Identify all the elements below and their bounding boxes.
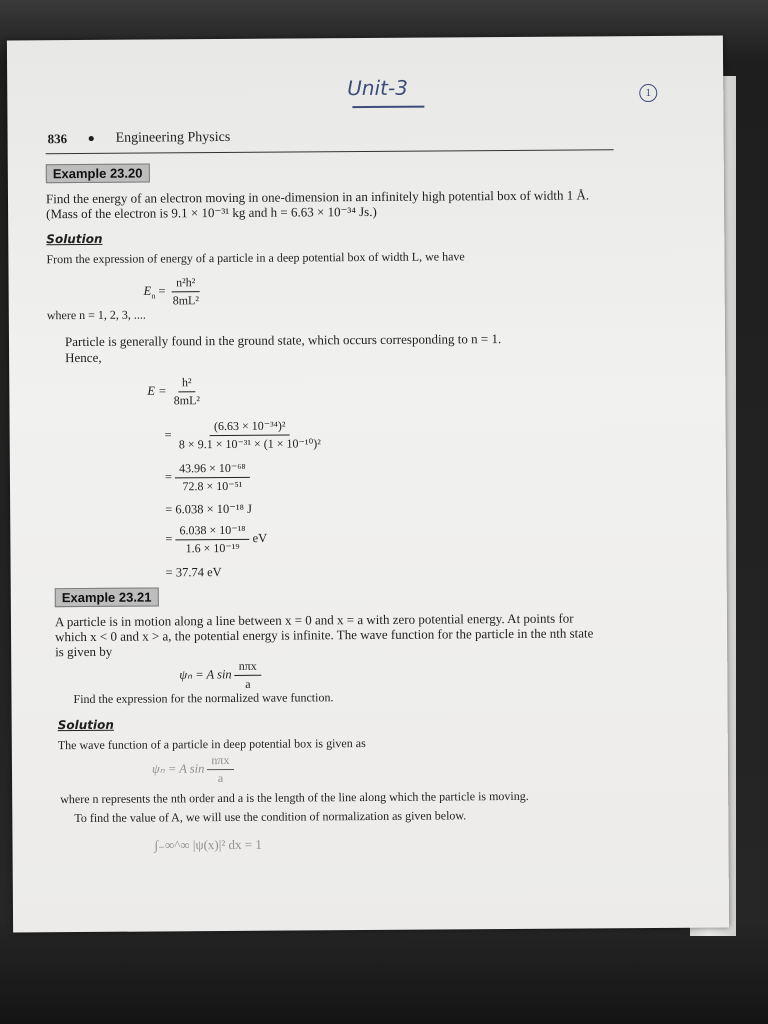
formula-den: 8mL² [172, 293, 199, 308]
sol-psi-formula [152, 753, 234, 787]
sol-psi-lhs: ψₙ = A sin [151, 761, 205, 776]
step5-unit: eV [252, 531, 268, 546]
header-bullet: ● [87, 130, 95, 145]
formula-num: n²h² [172, 275, 199, 292]
normalization-condition: ∫₋∞^∞ |ψ(x)|² dx = 1 [154, 836, 262, 853]
example1-problem-line2: (Mass of the electron is 9.1 × 10⁻³¹ kg and h = 6.63 × 10⁻³⁴ Js.) [46, 203, 377, 222]
handwritten-unit: Unit-3 [347, 75, 408, 101]
sol-psi-den: a [217, 771, 224, 786]
example2-solution-heading: Solution [57, 717, 114, 733]
example2-problem-line2: which x < 0 and x > a, the potential energy is infinite. The wave function for the particle in the nth state [55, 625, 594, 645]
example1-problem-line1: Find the energy of an electron moving in one-dimension in an infinitely high potential box of width 1 Å. [45, 187, 590, 207]
step1-fraction [170, 375, 204, 408]
ground-state-text: Particle is generally found in the ground state, which occurs corresponding to n = 1. [64, 331, 502, 350]
step2-eq: = [164, 427, 172, 442]
example2-problem-line1: A particle is in motion along a line between x = 0 and x = a with zero potential energy. At points for [54, 610, 574, 630]
formula-fraction [168, 275, 202, 308]
step5-num: 6.038 × 10⁻¹⁸ [175, 523, 249, 541]
step5-den: 1.6 × 10⁻¹⁹ [185, 540, 240, 556]
step3-fraction [175, 461, 250, 495]
handwritten-page-circle: 1 [639, 84, 657, 102]
step4: = 6.038 × 10⁻¹⁸ J [165, 501, 253, 517]
psi-lhs: ψₙ = A sin [179, 667, 232, 682]
step5 [165, 523, 267, 557]
psi-num: nπx [235, 659, 261, 676]
step5-eq: = [165, 531, 173, 546]
step6: = 37.74 eV [165, 565, 222, 580]
step1-lhs: E = [147, 383, 167, 398]
example-23-21-label: Example 23.21 [55, 587, 159, 607]
step3-den: 72.8 × 10⁻⁵¹ [182, 478, 243, 494]
step3-eq: = [164, 469, 173, 484]
step3 [165, 461, 250, 495]
psi-den: a [245, 676, 251, 691]
sol-psi-num: nπx [207, 753, 233, 770]
example1-solution-heading: Solution [46, 231, 103, 247]
formula-lhs: E [143, 283, 152, 298]
example2-sol-line2: where n represents the nth order and a is the length of the line along which the particle is moving. [60, 788, 529, 807]
where-n: where n = 1, 2, 3, .... [46, 307, 146, 323]
example-23-20-label: Example 23.20 [46, 164, 150, 184]
example2-problem-line3: is given by [55, 643, 113, 660]
step3-num: 43.96 × 10⁻⁶⁸ [175, 461, 250, 479]
example2-sol-line3: To find the value of A, we will use the condition of normalization as given below. [74, 808, 467, 826]
page-number: 836 [47, 131, 68, 147]
step5-fraction [175, 523, 249, 557]
energy-formula [144, 275, 203, 308]
header-rule [46, 149, 614, 154]
step2-num: (6.63 × 10⁻³⁴)² [210, 419, 290, 437]
handwritten-underline [352, 106, 424, 109]
step2-den: 8 × 9.1 × 10⁻³¹ × (1 × 10⁻¹⁰)² [178, 436, 321, 452]
example1-intro: From the expression of energy of a particle in a deep potential box of width L, we have [46, 249, 465, 267]
psi-fraction [235, 659, 261, 692]
step2 [165, 418, 325, 452]
formula-eq: = [158, 283, 166, 298]
formula-sub: n [151, 291, 156, 301]
example2-find: Find the expression for the normalized wave function. [73, 690, 334, 707]
example2-sol-line1: The wave function of a particle in deep potential box is given as [57, 736, 366, 753]
step1 [147, 375, 204, 408]
step1-den: 8mL² [173, 393, 201, 408]
psi-formula [179, 659, 261, 693]
step2-fraction [175, 418, 325, 452]
sol-psi-fraction [207, 753, 233, 786]
book-title: Engineering Physics [115, 129, 231, 146]
hence-text: Hence, [65, 349, 102, 366]
step1-num: h² [178, 375, 196, 392]
book-page [7, 36, 729, 933]
